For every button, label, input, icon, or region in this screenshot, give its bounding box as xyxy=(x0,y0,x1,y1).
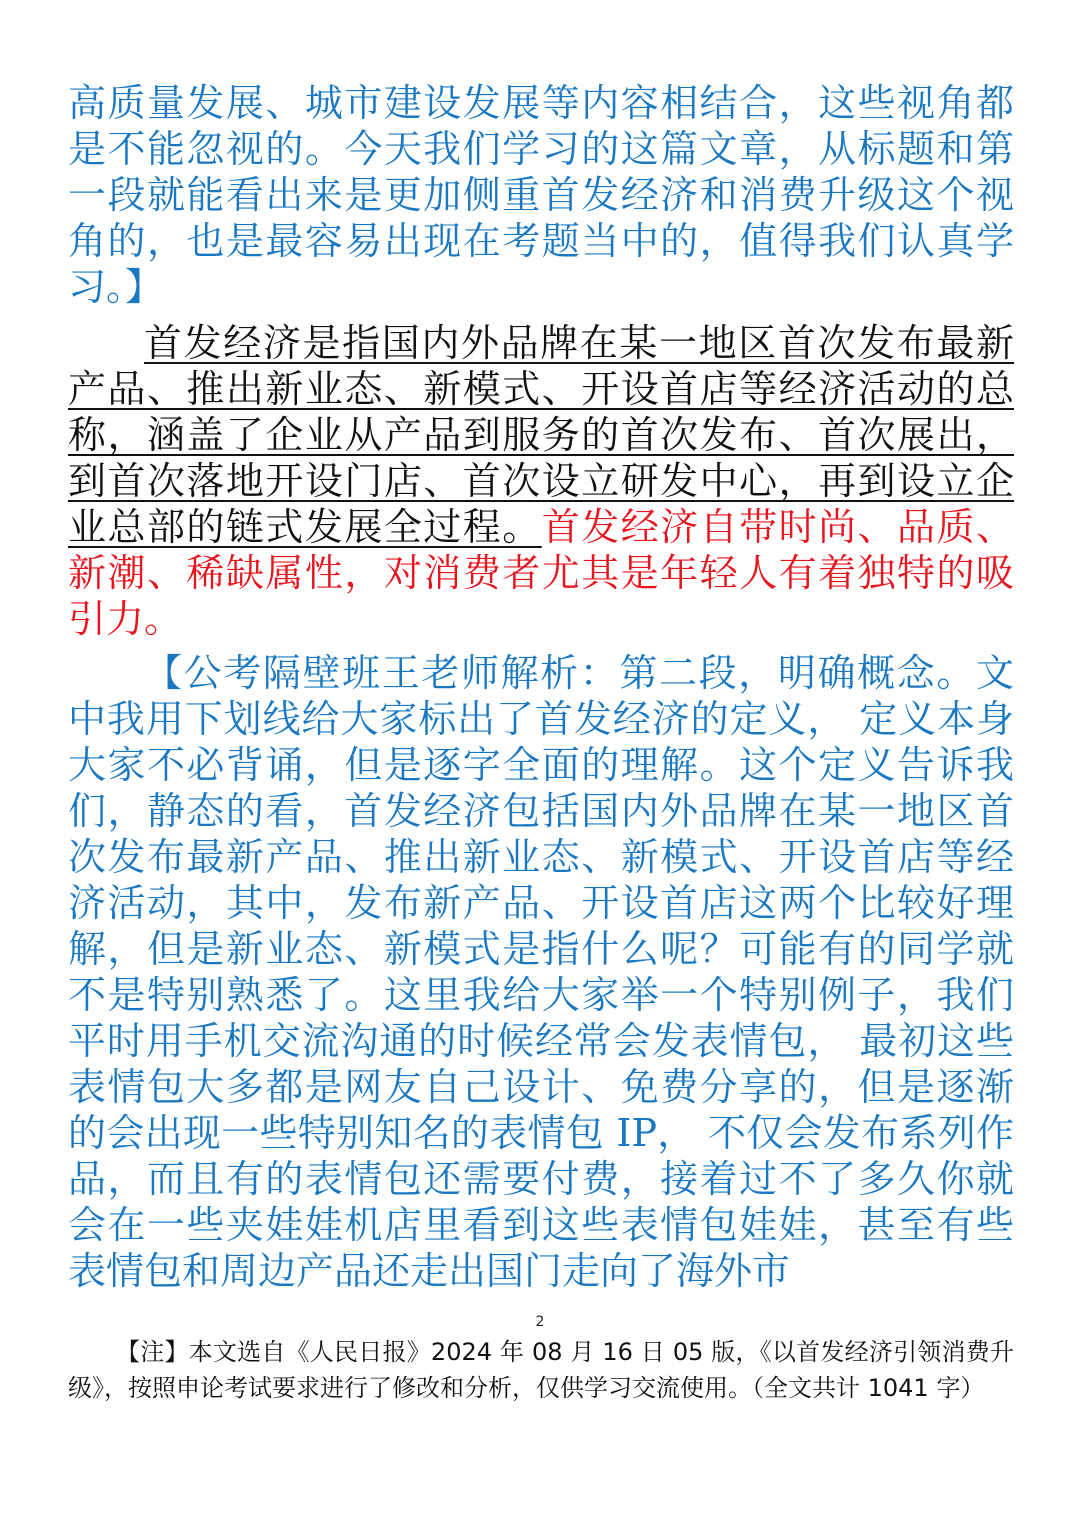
highlighted-comma: ， xyxy=(344,551,384,595)
highlighted-appeal: 对消费者尤其是年轻人有着独特的吸引力。 xyxy=(68,551,1014,641)
definition-paragraph xyxy=(68,320,1014,642)
teacher-analysis-paragraph: 【公考隔壁班王老师解析：第二段，明确概念。文中我用下划线给大家标出了首发经济的定义， 定义本身大家不必背诵，但是逐字全面的理解。这个定义告诉我们，静态的看，首发经济包括国内外品牌在某一地区首次发布最新产品、推出新业态、新模式、开设首店等经济活动，其中，发布新产品、开设首店这两个比较好理解，但是新业态、新模式是指什么呢？可能有的同学就不是特别熟悉了。这里我给大家举一个特别例子，我们平时用手机交流沟通的时候经常会发表情包， 最初这些表情包大多都是网友自己设计、免费分享的，但是逐渐的会出现一些特别知名的表情包 IP， 不仅会发布系列作品，而且有的表情包还需要付费，接着过不了多久你就会在一些夹娃娃机店里看到这些表情包娃娃，甚至有些表情包和周边产品还走出国门走向了海外市 xyxy=(68,651,1014,1293)
analysis-paragraph-continued: 高质量发展、城市建设发展等内容相结合，这些视角都是不能忽视的。今天我们学习的这篇文章，从标题和第一段就能看出来是更加侧重首发经济和消费升级这个视角的，也是最容易出现在考题当中的，值得我们认真学习。】 xyxy=(68,81,1014,309)
highlighted-attributes: 首发经济自带时尚、品质、新潮、稀缺属性 xyxy=(68,505,1014,595)
footnote: 【注】本文选自《人民日报》2024 年 08 月 16 日 05 版，《以首发经济引领消费升级》，按照申论考试要求进行了修改和分析，仅供学习交流使用。（全文共计 1041 字） xyxy=(68,1338,1014,1402)
page-number: 2 xyxy=(535,1314,545,1330)
underlined-definition: 首发经济是指国内外品牌在某一地区首次发布最新产品、推出新业态、新模式、开设首店等经济活动的总称，涵盖了企业从产品到服务的首次发布、首次展出，到首次落地开设门店、首次设立研发中心，再到设立企业总部的链式发展全过程。 xyxy=(68,321,1014,549)
